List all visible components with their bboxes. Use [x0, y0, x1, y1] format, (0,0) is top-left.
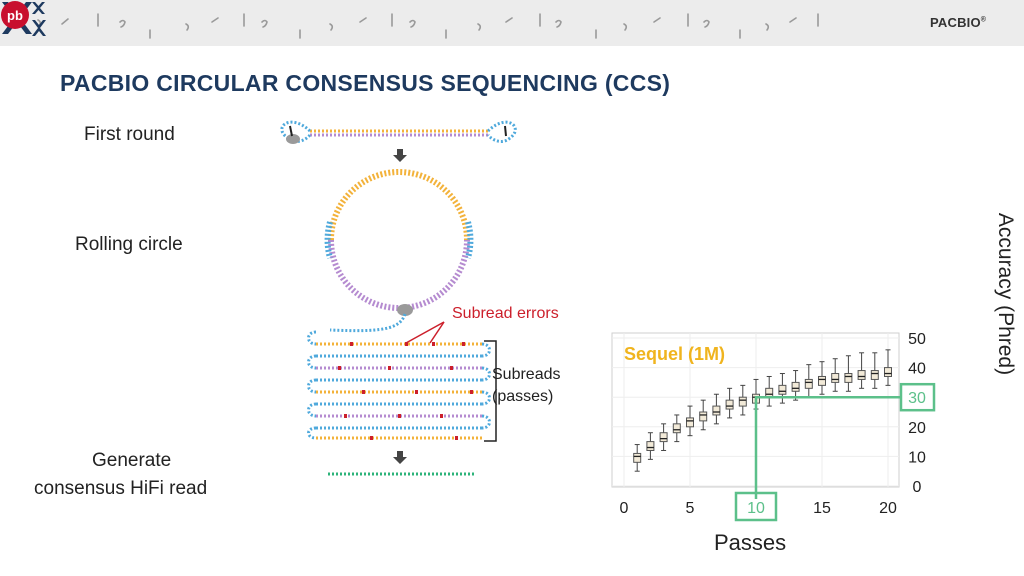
y-tick-label: 30 [908, 390, 926, 408]
box-body [713, 406, 720, 415]
box-body [634, 453, 641, 462]
y-tick-label: 20 [908, 419, 926, 437]
box-body [779, 385, 786, 394]
series-label: Sequel (1M) [624, 344, 726, 364]
box-body [687, 418, 694, 427]
subreads-label: Subreads [492, 366, 561, 383]
box-body [726, 400, 733, 409]
svg-text:pb: pb [7, 8, 23, 23]
passes-label: (passes) [492, 388, 554, 405]
step-generate: Generate [92, 450, 172, 471]
x-tick-label: 10 [747, 500, 765, 517]
box-body [700, 412, 707, 421]
y-tick-label: 0 [912, 479, 922, 496]
x-tick-label: 5 [685, 500, 695, 517]
box-body [647, 442, 654, 451]
step-generate-consensus: consensus HiFi read [34, 478, 208, 499]
box-body [832, 374, 839, 383]
box-body [858, 371, 865, 380]
registered-mark: ® [980, 16, 987, 24]
box-body [673, 424, 680, 433]
box-body [845, 374, 852, 383]
subread-errors-label: Subread errors [452, 305, 559, 322]
step-first-round: First round [84, 124, 175, 145]
x-tick-label: 15 [813, 500, 831, 517]
y-tick-label: 50 [908, 331, 926, 348]
box-body [885, 368, 892, 377]
x-axis-label: Passes [714, 530, 787, 555]
y-tick-label: 40 [908, 360, 926, 378]
y-tick-label: 10 [908, 449, 926, 467]
box-body [805, 379, 812, 388]
y-axis-label: Accuracy (Phred) [994, 212, 1017, 376]
step-rolling-circle: Rolling circle [75, 234, 183, 255]
box-body [819, 376, 826, 385]
page-title: PACBIO CIRCULAR CONSENSUS SEQUENCING (CCS) [60, 70, 671, 96]
x-tick-label: 0 [619, 500, 629, 517]
box-body [792, 382, 799, 391]
brand-name: PACBIO [930, 15, 981, 30]
box-body [739, 397, 746, 406]
box-body [871, 371, 878, 380]
box-body [766, 388, 773, 397]
x-tick-label: 20 [879, 500, 897, 517]
box-body [660, 433, 667, 442]
